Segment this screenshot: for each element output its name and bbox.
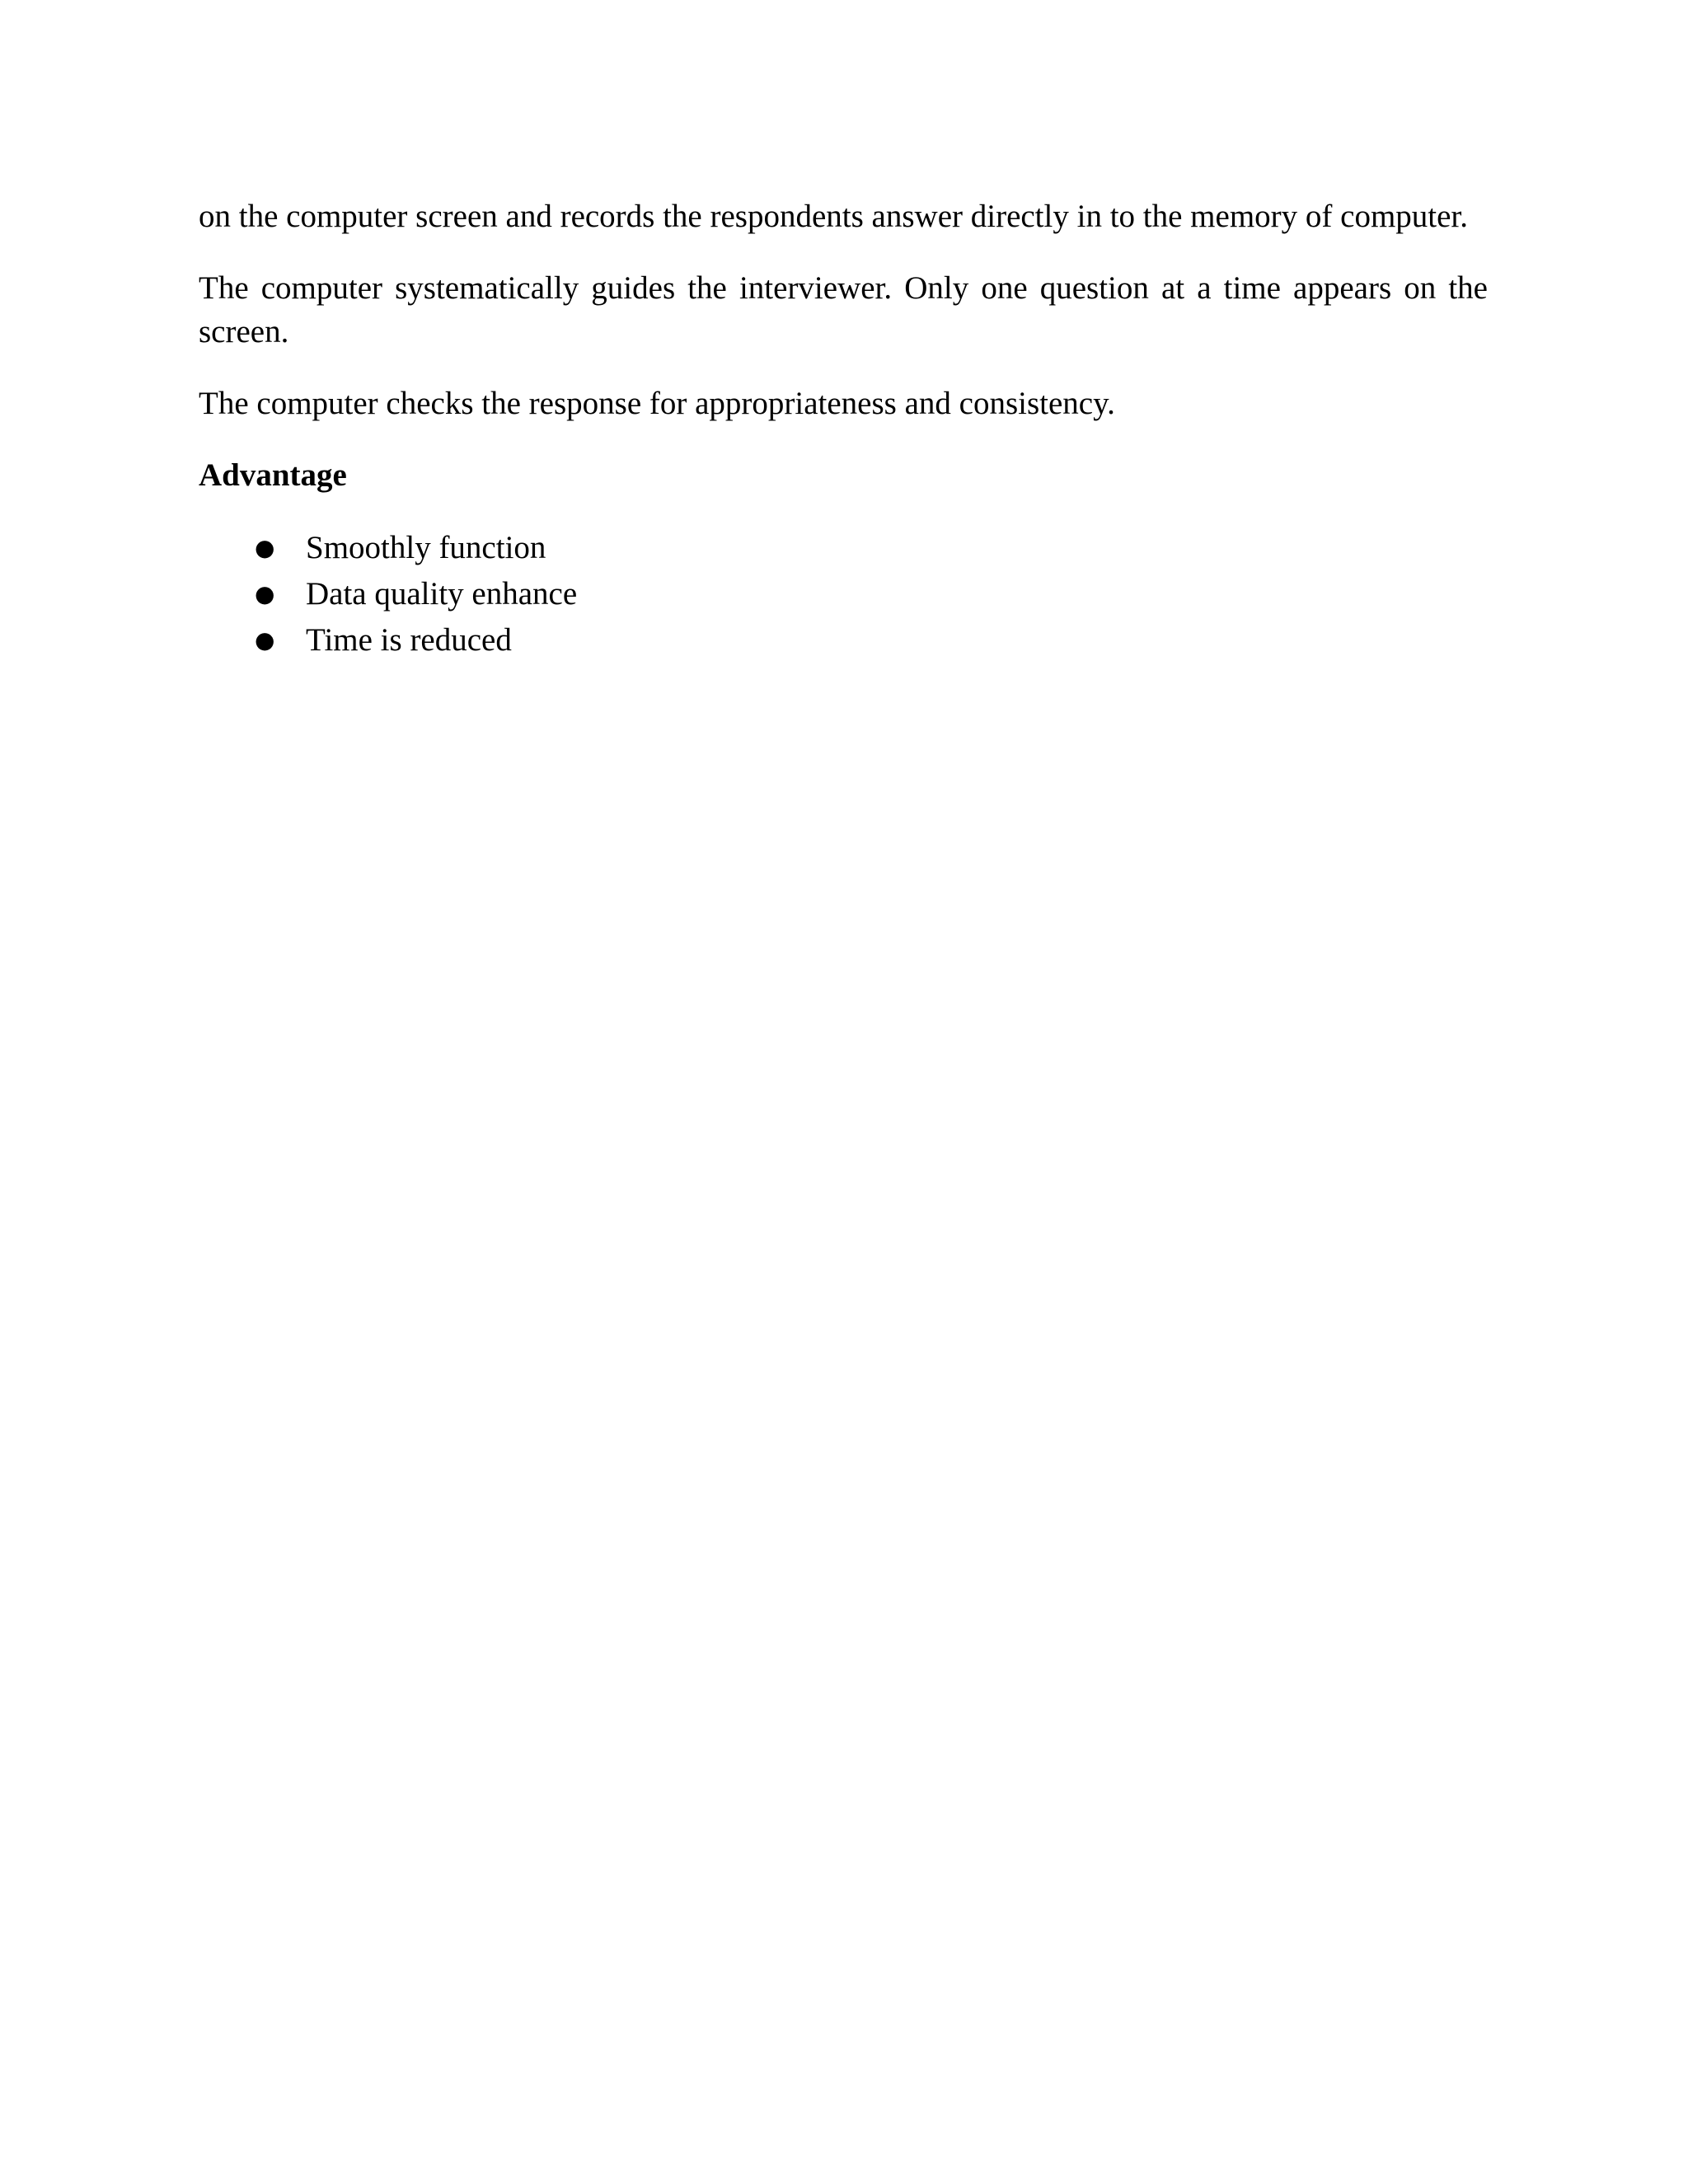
list-item — [199, 525, 1488, 571]
list-item-text: Smoothly function — [306, 530, 546, 565]
section-heading-advantage: Advantage — [199, 457, 347, 493]
paragraph-capi-guidance: The computer systematically guides the interviewer. Only one question at a time appears on the screen. — [199, 270, 1488, 349]
document-page — [199, 194, 1488, 663]
bullet-icon: ● — [255, 580, 275, 607]
list-item — [199, 617, 1488, 663]
paragraph-capi-checks: The computer checks the response for appropriateness and consistency. — [199, 386, 1115, 421]
list-item-text: Time is reduced — [306, 622, 512, 658]
list-item — [199, 571, 1488, 617]
bullet-icon: ● — [255, 626, 275, 654]
bullet-icon: ● — [255, 534, 275, 561]
advantage-list — [199, 525, 1488, 663]
paragraph-capi-recording: on the computer screen and records the respondents answer directly in to the memory of computer. — [199, 199, 1469, 234]
list-item-text: Data quality enhance — [306, 576, 578, 612]
